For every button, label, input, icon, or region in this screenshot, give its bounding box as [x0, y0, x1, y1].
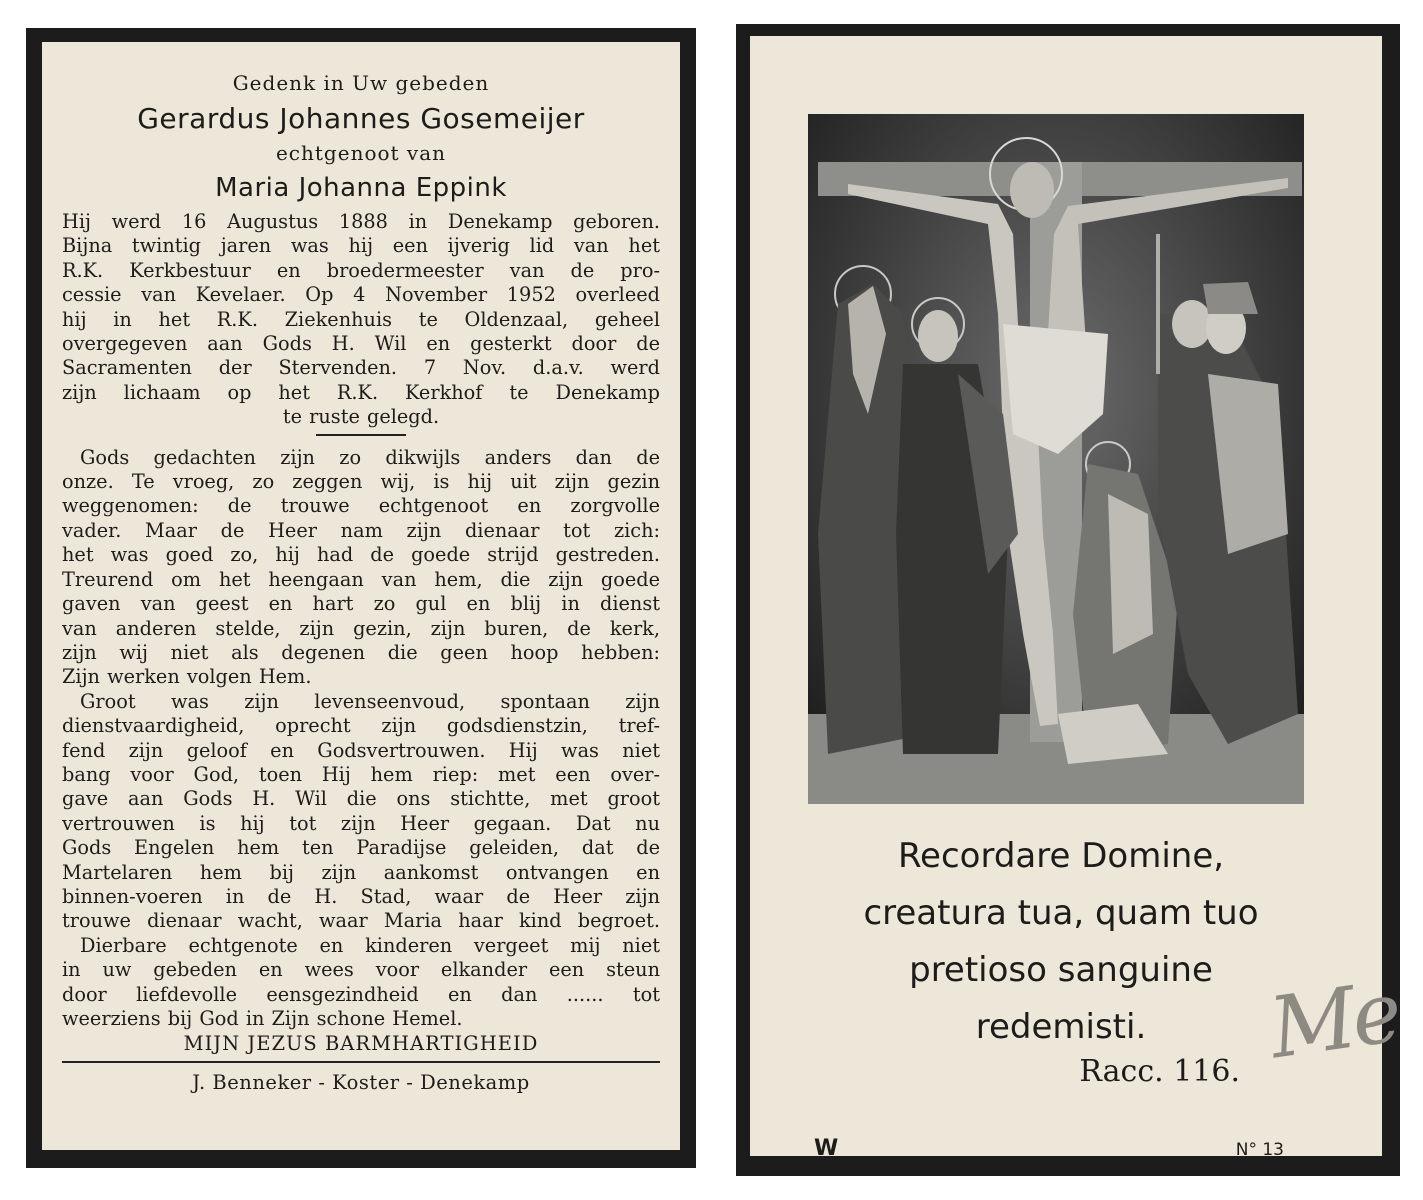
prayer-line: redemisti. [975, 1007, 1147, 1047]
meditation-line: in uw gebeden en wees voor elkander een steun [62, 958, 660, 982]
crucifixion-image [808, 114, 1304, 804]
card-paper [42, 42, 680, 1150]
bio-line: Hij werd 16 Augustus 1888 in Denekamp geboren. [62, 210, 660, 233]
memorial-card-text-side [26, 28, 696, 1168]
card-header: Gedenk in Uw gebeden [232, 71, 490, 95]
meditation-line: trouwe dienaar wacht, waar Maria haar kind begroet. [62, 909, 660, 933]
meditation-line: vertrouwen is hij tot zijn Heer gegaan. Dat nu [62, 811, 660, 835]
meditation-line: fend zijn geloof en Godsvertrouwen. Hij was niet [62, 738, 660, 762]
meditation-line: gave aan Gods H. Wil die ons stichtte, met groot [62, 787, 660, 811]
handwritten-note: Me [1263, 962, 1404, 1078]
meditation-line: vader. Maar de Heer nam zijn dienaar tot zich: [62, 518, 660, 542]
meditation-line: gaven van geest en hart zo gul en blij in dienst [62, 592, 660, 616]
meditation-line: binnen-voeren in de H. Stad, waar de Heer zijn [62, 884, 660, 908]
closing-motto: MIJN JEZUS BARMHARTIGHEID [183, 1032, 539, 1056]
memorial-card-image-side [736, 24, 1404, 1176]
meditation-line: Groot was zijn levenseenvoud, spontaan zijn [80, 689, 660, 713]
bio-line: hij in het R.K. Ziekenhuis te Oldenzaal, geheel [62, 307, 660, 331]
meditation-line: dienstvaardigheid, oprecht zijn godsdienstzin, tref- [62, 714, 660, 738]
prayer-line: creatura tua, quam tuo [863, 893, 1259, 933]
bio-line: overgegeven aan Gods H. Wil en gesterkt door de [62, 332, 660, 356]
meditation-line: van anderen stelde, zijn gezin, zijn buren, de kerk, [62, 616, 660, 640]
bio-line: Bijna twintig jaren was hij een ijverig lid van het [62, 234, 660, 258]
deceased-name: Gerardus Johannes Gosemeijer [137, 102, 585, 135]
spouse-name: Maria Johanna Eppink [215, 173, 507, 203]
meditation-line: zijn wij niet als degenen die geen hoop hebben: [62, 640, 660, 664]
card-number: N° 13 [1235, 1140, 1284, 1160]
section-divider [316, 434, 406, 436]
bio-line: Sacramenten der Stervenden. 7 Nov. d.a.v. werd [62, 356, 660, 380]
prayer-line: pretioso sanguine [909, 950, 1213, 990]
meditation-line: Martelaren hem bij zijn aankomst ontvangen en [62, 860, 660, 884]
meditation-line: bang voor God, toen Hij hem riep: met een over- [62, 762, 660, 786]
prayer-line: Recordare Domine, [897, 836, 1225, 876]
bio-line: zijn lichaam op het R.K. Kerkhof te Denekamp [62, 380, 660, 404]
meditation-line: Zijn werken volgen Hem. [62, 665, 312, 689]
meditation-text [62, 446, 660, 1032]
meditation-line: Dierbare echtgenote en kinderen vergeet mij niet [80, 933, 660, 957]
meditation-line: onze. Te vroeg, zo zeggen wij, is hij uit zijn gezin [62, 470, 660, 494]
bio-line: cessie van Kevelaer. Op 4 November 1952 overleed [62, 283, 660, 307]
publisher-mark: W [814, 1136, 833, 1161]
meditation-line: Gods gedachten zijn zo dikwijls anders dan de [80, 445, 660, 469]
meditation-line: weggenomen: de trouwe echtgenoot en zorgvolle [62, 494, 660, 518]
footer-divider [62, 1061, 660, 1063]
meditation-line: door liefdevolle eensgezindheid en dan ...... tot [62, 982, 660, 1006]
crucifixion-illustration [808, 114, 1304, 804]
printer-credit: J. Benneker - Koster - Denekamp [192, 1071, 530, 1095]
meditation-line: Gods Engelen hem ten Paradijse geleiden, dat de [62, 836, 660, 860]
latin-prayer [770, 828, 1352, 1056]
bio-line: te ruste gelegd. [282, 405, 440, 429]
meditation-line: Treurend om het heengaan van hem, die zijn goede [62, 567, 660, 591]
card-paper [750, 36, 1404, 1161]
prayer-source: Racc. 116. [1079, 1054, 1240, 1089]
bio-line: R.K. Kerkbestuur en broedermeester van de pro- [62, 258, 660, 282]
biography [62, 210, 660, 430]
meditation-line: weerziens bij God in Zijn schone Hemel. [62, 1007, 463, 1030]
relation-label: echtgenoot van [275, 141, 447, 165]
meditation-line: het was goed zo, hij had de goede strijd gestreden. [62, 543, 660, 567]
